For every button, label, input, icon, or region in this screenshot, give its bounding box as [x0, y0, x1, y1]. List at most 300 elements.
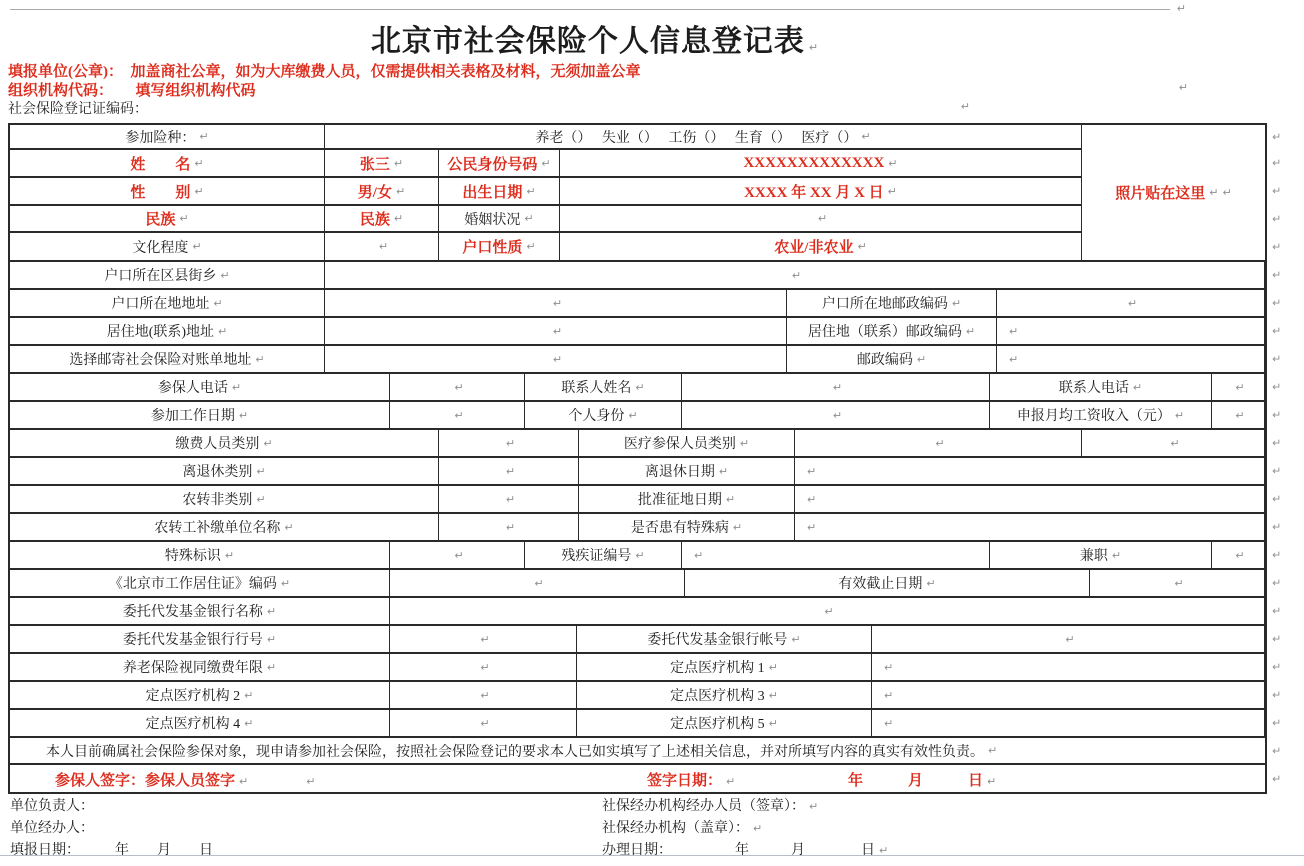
table-cell-empty[interactable]: [325, 290, 787, 316]
cell-text: 文化程度: [132, 240, 189, 256]
table-cell-empty[interactable]: [795, 430, 1082, 456]
cell-text: 参保人电话: [157, 381, 228, 396]
table-row: [10, 374, 1282, 402]
cell-text: 《北京市工作居住证》编码: [108, 577, 277, 592]
row-end-mark: ↵: [1222, 186, 1232, 199]
paragraph-mark: ↵: [505, 520, 516, 534]
paragraph-mark: ↵: [1209, 186, 1219, 199]
table-cell-label: [325, 150, 439, 176]
paragraph-mark: ↵: [306, 775, 316, 788]
paragraph-mark: ↵: [807, 492, 817, 506]
table-cell-empty[interactable]: [1090, 570, 1265, 596]
footer-left-column: [10, 796, 213, 862]
table-row: [10, 654, 1282, 682]
paragraph-mark: ↵: [505, 436, 516, 450]
paragraph-mark: ↵: [192, 240, 202, 253]
paragraph-mark: ↵: [480, 660, 490, 674]
table-row: [10, 125, 1282, 150]
row-end-mark: ↵: [1272, 632, 1282, 646]
paragraph-mark: ↵: [726, 775, 736, 788]
paragraph-mark: ↵: [179, 212, 189, 225]
paragraph-mark: ↵: [965, 324, 976, 338]
agency-seal-label: [602, 818, 888, 840]
table-cell-label: [439, 150, 560, 176]
paragraph-mark: ↵: [256, 492, 266, 506]
paragraph-mark: ↵: [378, 240, 389, 253]
cell-text: 姓 名: [130, 156, 191, 173]
paragraph-mark: ↵: [244, 688, 254, 702]
paragraph-mark: ↵: [1132, 380, 1143, 394]
table-row: [10, 458, 1282, 486]
paragraph-mark: ↵: [454, 380, 464, 394]
paragraph-mark: ↵: [1009, 324, 1019, 338]
table-cell-label: [525, 402, 682, 428]
table-cell-empty[interactable]: [439, 458, 579, 484]
row-end-mark: ↵: [1272, 268, 1282, 282]
table-cell-label: [579, 514, 795, 540]
row-end-mark: ↵: [1272, 548, 1282, 562]
paragraph-mark: ↵: [1174, 408, 1185, 422]
paragraph-mark: ↵: [861, 130, 871, 143]
row-end-mark: ↵: [1272, 464, 1282, 478]
photo-placeholder-text: 照片贴在这里: [1115, 186, 1206, 202]
table-row: [10, 233, 1282, 260]
table-cell-empty[interactable]: [872, 710, 1265, 736]
paragraph-mark: ↵: [960, 100, 970, 113]
table-cell-empty[interactable]: [325, 233, 439, 260]
header-label-text: 社会保险登记证编码：: [8, 102, 148, 117]
row-end-mark: ↵: [1272, 520, 1282, 534]
paragraph-mark: ↵: [987, 775, 997, 788]
unit-handler-label: 单位经办人：: [10, 821, 94, 836]
row-end-mark: ↵: [1272, 772, 1282, 785]
paragraph-mark: ↵: [768, 716, 778, 730]
table-cell-empty[interactable]: [439, 514, 579, 540]
header-note-fill-unit: [8, 60, 641, 81]
table-cell-label: [787, 346, 997, 372]
cell-text: 特殊标识: [164, 549, 221, 564]
cell-text: 定点医疗机构 4: [145, 717, 241, 732]
table-row: [10, 514, 1282, 542]
table-cell-label: [439, 233, 560, 260]
cell-text: 定点医疗机构 2: [145, 689, 241, 704]
table-cell-label: [10, 125, 325, 148]
header-note-text: 填报单位(公章)： 加盖商社公章，如为大库缴费人员，仅需提供相关表格及材料，无须加盖公章: [8, 64, 641, 80]
table-cell-label: [577, 654, 872, 680]
table-row: [10, 262, 1282, 290]
cell-text: 农转非类别: [182, 493, 253, 508]
cell-text: 联系人姓名: [561, 381, 632, 396]
table-cell-label: [10, 710, 390, 736]
table-main-rows: [10, 262, 1282, 738]
paragraph-mark: ↵: [194, 156, 204, 170]
paragraph-mark: ↵: [280, 576, 291, 590]
paragraph-mark: ↵: [213, 296, 223, 310]
row-end-mark: ↵: [1272, 130, 1282, 143]
paragraph-mark: ↵: [753, 822, 763, 835]
table-cell-empty[interactable]: [390, 598, 1265, 624]
table-cell-label: [579, 458, 795, 484]
paragraph-mark: ↵: [238, 408, 249, 422]
table-cell-label: [10, 514, 439, 540]
table-cell-label: [579, 486, 795, 512]
cell-text: 参加工作日期: [150, 409, 235, 424]
table-cell-empty[interactable]: [682, 374, 990, 400]
table-cell-empty[interactable]: [795, 486, 1265, 512]
paragraph-mark: ↵: [884, 660, 894, 674]
paragraph-mark: ↵: [1009, 352, 1019, 366]
cell-text: 居住地（联系）邮政编码: [807, 325, 962, 340]
table-cell-label: [10, 402, 390, 428]
table-row: [10, 150, 1282, 178]
table-cell-empty[interactable]: [439, 430, 579, 456]
table-cell-label: [325, 206, 439, 231]
paragraph-mark: ↵: [480, 632, 490, 646]
table-row: [10, 290, 1282, 318]
cell-text: 离退休类别: [182, 465, 253, 480]
paragraph-mark: ↵: [817, 212, 828, 225]
table-row: [10, 710, 1282, 738]
paragraph-mark: ↵: [393, 156, 404, 170]
agency-staff-label: [602, 796, 888, 818]
paragraph-mark: ↵: [552, 296, 563, 310]
paragraph-mark: ↵: [505, 492, 516, 506]
header-note-text: 组织机构代码： 填写组织机构代码: [8, 83, 256, 99]
paragraph-mark: ↵: [239, 775, 249, 788]
cell-text: 户口所在地邮政编码: [821, 297, 948, 312]
signature-date-label: [647, 769, 735, 790]
table-cell-empty[interactable]: [1082, 430, 1265, 456]
row-end-mark: ↵: [1272, 576, 1282, 590]
signature-row: [10, 765, 1282, 792]
fill-date-label: 填报日期： 年 月 日: [10, 843, 213, 858]
paragraph-mark: ↵: [951, 296, 962, 310]
cell-text: 批准征地日期: [637, 493, 722, 508]
paragraph-mark: ↵: [635, 548, 645, 562]
row-end-mark: ↵: [1272, 436, 1282, 450]
agency-seal-text: 社保经办机构（盖章）：: [602, 821, 749, 836]
paragraph-mark: ↵: [266, 604, 277, 618]
paragraph-mark: ↵: [231, 380, 242, 394]
paragraph-mark: ↵: [526, 240, 536, 253]
table-row: [10, 346, 1282, 374]
paragraph-mark: ↵: [505, 464, 516, 478]
table-cell-empty[interactable]: [390, 626, 577, 652]
table-cell-empty[interactable]: [872, 682, 1265, 708]
table-cell-label: [10, 486, 439, 512]
row-end-mark: ↵: [1272, 492, 1282, 506]
table-cell-label: [10, 290, 325, 316]
table-cell-label: [990, 374, 1212, 400]
page-bottom-boundary: [0, 855, 1304, 856]
process-date-label: [602, 840, 888, 862]
table-cell-empty[interactable]: [872, 654, 1265, 680]
cell-text: 兼职: [1079, 549, 1108, 564]
unit-head-label: 单位负责人：: [10, 799, 94, 814]
process-date-text: 办理日期： 年 月 日: [602, 843, 875, 858]
row-end-mark: ↵: [1272, 604, 1282, 618]
row-end-mark: ↵: [1272, 296, 1282, 310]
table-cell-empty[interactable]: [390, 710, 577, 736]
cell-text: 农业/非农业: [774, 240, 854, 256]
paragraph-mark: ↵: [224, 548, 235, 562]
cell-text: 性 别: [130, 184, 191, 201]
paragraph-mark: ↵: [1170, 436, 1180, 450]
table-cell-label: [685, 570, 1090, 596]
paragraph-mark: ↵: [694, 548, 704, 562]
cell-text: 定点医疗机构 1: [670, 661, 765, 676]
table-cell-label: [525, 374, 682, 400]
table-cell-empty[interactable]: [872, 626, 1265, 652]
row-end-mark: ↵: [1272, 352, 1282, 366]
paragraph-mark: ↵: [916, 352, 927, 366]
row-end-mark: ↵: [1272, 156, 1282, 170]
table-cell-label: [10, 570, 390, 596]
cell-text: 个人身份: [568, 409, 625, 424]
table-row: [10, 598, 1282, 626]
row-end-mark: ↵: [1272, 688, 1282, 702]
row-end-mark: ↵: [1272, 324, 1282, 338]
table-cell-empty[interactable]: [682, 542, 990, 568]
table-cell-label: [325, 125, 1082, 148]
text-boundary-rule: [10, 2, 1186, 15]
page-title: [0, 16, 1190, 60]
table-cell-label: [560, 233, 1082, 260]
paragraph-mark: ↵: [888, 156, 898, 170]
table-cell-label: [325, 178, 439, 204]
table-cell-label: [579, 430, 795, 456]
table-cell-label: [787, 290, 997, 316]
table-cell-label: [787, 318, 997, 344]
table-cell-label: [10, 150, 325, 176]
table-cell-label: [990, 402, 1212, 428]
table-cell-empty[interactable]: [997, 290, 1265, 316]
table-cell-label: [560, 178, 1082, 204]
table-cell-empty[interactable]: [439, 486, 579, 512]
table-row: [10, 402, 1282, 430]
paragraph-mark: ↵: [739, 436, 750, 450]
cell-text: 委托代发基金银行名称: [122, 605, 263, 620]
paragraph-mark: ↵: [635, 380, 645, 394]
paragraph-mark: ↵: [1065, 632, 1075, 646]
table-cell-empty[interactable]: [560, 206, 1082, 231]
cell-text: 参加险种：: [125, 130, 196, 146]
row-end-mark: ↵: [1272, 408, 1282, 422]
table-cell-empty[interactable]: [390, 374, 525, 400]
paragraph-mark: ↵: [263, 436, 273, 450]
table-cell-label: [990, 542, 1212, 568]
paragraph-mark: ↵: [480, 716, 490, 730]
row-end-mark: ↵: [1272, 716, 1282, 730]
table-cell-label: [10, 626, 390, 652]
cell-text: XXXXXXXXXXXXX: [743, 154, 885, 171]
paragraph-mark: ↵: [824, 604, 834, 618]
cell-text: 定点医疗机构 3: [670, 689, 765, 704]
table-cell-label: [10, 430, 439, 456]
paragraph-mark: ↵: [1176, 2, 1186, 15]
row-end-mark: ↵: [1272, 240, 1282, 253]
paragraph-mark: ↵: [541, 156, 551, 170]
paragraph-mark: ↵: [887, 184, 897, 198]
agency-staff-text: 社保经办机构经办人员（签章）：: [602, 799, 805, 814]
table-cell-empty[interactable]: [390, 402, 525, 428]
paragraph-mark: ↵: [1178, 81, 1188, 94]
paragraph-mark: ↵: [199, 130, 209, 143]
table-cell-label: [10, 262, 325, 288]
table-row: [10, 430, 1282, 458]
table-cell-empty[interactable]: [390, 570, 685, 596]
cell-text: 选择邮寄社会保险对账单地址: [69, 353, 252, 368]
cell-text: 离退休日期: [644, 465, 715, 480]
paragraph-mark: ↵: [832, 408, 843, 422]
table-cell-empty[interactable]: [390, 682, 577, 708]
table-cell-empty[interactable]: [325, 318, 787, 344]
paragraph-mark: ↵: [526, 184, 536, 198]
row-end-mark: ↵: [1272, 380, 1282, 394]
cell-text: 申报月均工资收入（元）: [1016, 409, 1171, 424]
row-end-mark: ↵: [1272, 744, 1282, 757]
paragraph-mark: ↵: [732, 520, 743, 534]
table-row: [10, 626, 1282, 654]
table-cell-label: [10, 374, 390, 400]
paragraph-mark: ↵: [791, 632, 801, 646]
table-cell-label: [10, 346, 325, 372]
paragraph-mark: ↵: [454, 548, 464, 562]
signature-date-blanks: [848, 769, 996, 790]
paragraph-mark: ↵: [552, 352, 563, 366]
table-cell-label: [439, 178, 560, 204]
table-cell-empty[interactable]: [390, 654, 577, 680]
paragraph-mark: ↵: [1174, 576, 1184, 590]
table-cell-label: [10, 206, 325, 231]
paragraph-mark: ↵: [284, 520, 294, 534]
table-cell-empty[interactable]: [1212, 402, 1265, 428]
cell-text: 医疗参保人员类别: [623, 437, 736, 452]
paragraph-mark: ↵: [480, 688, 490, 702]
cell-text: 户口性质: [462, 240, 523, 256]
paragraph-mark: ↵: [266, 632, 277, 646]
cell-text: 养老（） 失业（） 工伤（） 生育（） 医疗（）: [535, 130, 858, 146]
paragraph-mark: ↵: [884, 688, 894, 702]
paragraph-mark: ↵: [807, 464, 817, 478]
paragraph-mark: ↵: [857, 240, 867, 253]
cell-text: 出生日期: [462, 184, 523, 201]
table-cell-empty[interactable]: [795, 514, 1265, 540]
table-cell-label: [577, 682, 872, 708]
table-cell-label: [10, 598, 390, 624]
table-cell-label: [10, 178, 325, 204]
cell-text: XXXX 年 XX 月 X 日: [744, 184, 884, 201]
paragraph-mark: ↵: [395, 184, 406, 198]
applicant-signature-text: 参保人签字：参保人员签字: [55, 773, 236, 789]
paragraph-mark: ↵: [807, 520, 817, 534]
cell-text: 农转工补缴单位名称: [154, 521, 281, 536]
cell-text: 婚姻状况: [464, 212, 521, 228]
paragraph-mark: ↵: [808, 41, 820, 54]
header-note-org-code: [8, 79, 1188, 100]
cell-text: 公民身份号码: [447, 156, 538, 173]
paragraph-mark: ↵: [718, 464, 729, 478]
cell-text: 户口所在区县街乡: [104, 269, 217, 284]
declaration-row: [10, 738, 1282, 765]
paragraph-mark: ↵: [244, 716, 254, 730]
paragraph-mark: ↵: [220, 268, 230, 282]
footer-right-column: [602, 796, 888, 862]
paragraph-mark: ↵: [194, 184, 204, 198]
paragraph-mark: ↵: [552, 324, 563, 338]
table-row: [10, 206, 1282, 233]
signature-date-label-text: 签字日期：: [647, 773, 723, 789]
cell-text: 残疾证编号: [561, 549, 632, 564]
table-row: [10, 318, 1282, 346]
cell-text: 有效截止日期: [838, 577, 923, 592]
photo-placeholder-cell[interactable]: [1082, 125, 1265, 260]
cell-text: 民族: [359, 212, 390, 228]
paragraph-mark: ↵: [988, 744, 998, 757]
table-cell-empty[interactable]: [997, 346, 1265, 372]
paragraph-mark: ↵: [1235, 408, 1245, 422]
row-end-mark: ↵: [1272, 660, 1282, 674]
table-cell-empty[interactable]: [997, 318, 1265, 344]
paragraph-mark: ↵: [1127, 296, 1138, 310]
cell-text: 缴费人员类别: [175, 437, 260, 452]
table-cell-label: [439, 206, 560, 231]
paragraph-mark: ↵: [926, 576, 936, 590]
table-cell-label: [560, 150, 1082, 176]
paragraph-mark: ↵: [879, 844, 889, 857]
registration-form-table: [8, 123, 1282, 794]
paragraph-mark: ↵: [791, 268, 802, 282]
paragraph-mark: ↵: [809, 800, 819, 813]
cell-text: 张三: [359, 156, 390, 173]
cell-text: 是否患有特殊病: [630, 521, 729, 536]
paragraph-mark: ↵: [255, 352, 265, 366]
paragraph-mark: ↵: [725, 492, 736, 506]
table-cell-empty[interactable]: [795, 458, 1265, 484]
paragraph-mark: ↵: [1111, 548, 1122, 562]
cell-text: 联系人电话: [1058, 381, 1129, 396]
cell-text: 委托代发基金银行帐号: [647, 633, 788, 648]
table-row: [10, 682, 1282, 710]
table-cell-empty[interactable]: [682, 402, 990, 428]
cell-text: 居住地(联系)地址: [106, 325, 215, 340]
table-cell-label: [577, 626, 872, 652]
paragraph-mark: ↵: [768, 688, 778, 702]
table-row: [10, 486, 1282, 514]
table-cell-label: [10, 458, 439, 484]
table-cell-empty[interactable]: [1212, 542, 1265, 568]
cell-text: 户口所在地地址: [111, 297, 210, 312]
table-cell-label: [525, 542, 682, 568]
declaration-text: 本人目前确属社会保险参保对象，现申请参加社会保险，按照社会保险登记的要求本人已如实填写了上述相关信息，并对所填写内容的真实有效性负责。: [18, 744, 984, 760]
cell-text: 民族: [145, 212, 176, 228]
table-row: [10, 570, 1282, 598]
paragraph-mark: ↵: [534, 576, 544, 590]
table-cell-empty[interactable]: [325, 346, 787, 372]
table-cell-empty[interactable]: [325, 262, 1265, 288]
table-cell-label: [10, 233, 325, 260]
table-cell-empty[interactable]: [390, 542, 525, 568]
table-row: [10, 542, 1282, 570]
cell-text: 养老保险视同缴费年限: [122, 661, 263, 676]
paragraph-mark: ↵: [524, 212, 534, 225]
paragraph-mark: ↵: [1235, 548, 1245, 562]
paragraph-mark: ↵: [266, 660, 277, 674]
header-registration-code-label: [8, 98, 970, 118]
page-title-text: 北京市社会保险个人信息登记表: [370, 25, 805, 58]
table-cell-label: [10, 654, 390, 680]
table-cell-empty[interactable]: [1212, 374, 1265, 400]
